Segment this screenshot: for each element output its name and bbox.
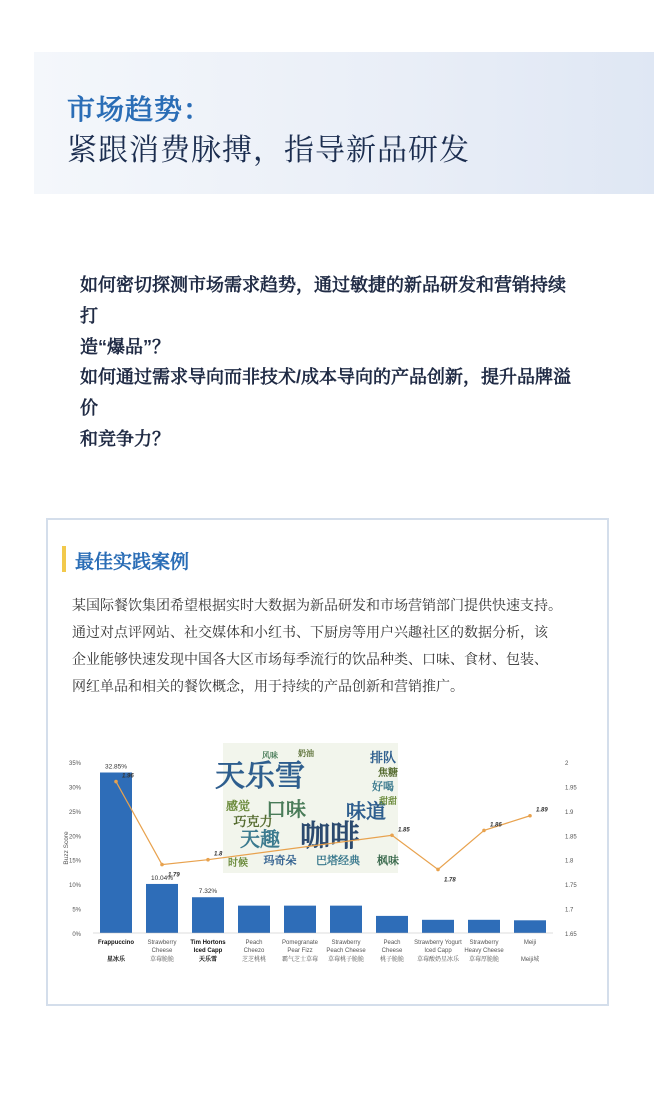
x-tick-label: Peach: [383, 940, 401, 946]
line-value-label: 1.8: [214, 851, 223, 858]
x-tick-label-zh: 桃子脆脆: [379, 957, 405, 963]
question-1-line2: 造“爆品”？: [80, 337, 170, 357]
case-study-card: [46, 518, 609, 1006]
y-tick-label: 25%: [68, 809, 81, 816]
y-tick-label: 5%: [72, 907, 81, 914]
question-2-line1: 如何通过需求导向而非技术/成本导向的产品创新，提升品牌溢价: [80, 367, 571, 418]
y2-tick-label: 1.9: [565, 809, 574, 816]
line-value-label: 1.89: [536, 807, 548, 814]
chart-bar: [284, 906, 316, 933]
question-2: [80, 362, 580, 455]
wordcloud-word: 感觉: [225, 799, 251, 813]
x-tick-label: Strawberry Yogurt: [414, 940, 462, 946]
x-tick-label: Cheezo: [243, 948, 265, 954]
line-point: [206, 858, 210, 862]
wordcloud-word: 风味: [262, 751, 278, 760]
wordcloud-word: 时候: [228, 858, 248, 869]
x-tick-label-zh: 草莓厚脆脆: [468, 957, 500, 963]
y2-tick-label: 1.7: [565, 907, 574, 914]
x-tick-label: Iced Capp: [424, 948, 452, 954]
bar-value-label: 32.85%: [104, 763, 128, 771]
wordcloud-word: 奶油: [298, 749, 314, 758]
y2-tick-label: 1.75: [565, 883, 577, 890]
wordcloud-word: 天趣: [240, 829, 280, 851]
chart-bar: [514, 920, 546, 933]
case-body-line: 通过对点评网站、社交媒体和小红书、下厨房等用户兴趣社区的数据分析，该: [72, 624, 548, 640]
case-study-body: [72, 592, 592, 700]
y-tick-label: 0%: [72, 932, 81, 938]
buzz-score-chart: [48, 738, 607, 1018]
chart-bar: [192, 897, 224, 933]
x-tick-label: Strawberry: [331, 940, 361, 946]
x-tick-label-zh: Meiji城: [520, 957, 540, 963]
case-study-title: 最佳实践案例: [75, 552, 190, 573]
question-1: [80, 270, 580, 363]
line-value-label: 1.86: [490, 822, 502, 829]
x-tick-label: Heavy Cheese: [464, 948, 504, 954]
x-tick-label: Peach: [245, 940, 263, 946]
page-subtitle: 紧跟消费脉搏，指导新品研发: [67, 134, 470, 167]
x-tick-label: Pomegranate: [281, 940, 319, 946]
x-tick-label: Meiji: [523, 940, 537, 946]
x-tick-label-zh: 芝芝桃桃: [241, 957, 267, 963]
wordcloud-word: 枫味: [377, 855, 399, 867]
wordcloud-word: 咖啡: [300, 820, 360, 853]
x-tick-label: Pear Fizz: [287, 948, 313, 954]
case-body-line: 网红单品和相关的餐饮概念，用于持续的产品创新和营销推广。: [72, 678, 464, 694]
header-banner: [34, 52, 654, 194]
chart-bar: [100, 773, 132, 933]
wordcloud-word: 焦糖: [378, 768, 398, 779]
wordcloud-word: 甜甜: [378, 796, 398, 806]
x-tick-label: Tim Hortons: [190, 940, 226, 946]
wordcloud-word: 味道: [346, 801, 386, 823]
y2-tick-label: 1.8: [565, 858, 574, 865]
x-tick-label-zh: 草莓桃子脆脆: [327, 957, 365, 963]
y2-tick-label: 1.85: [565, 834, 577, 841]
y2-tick-label: 2: [565, 761, 569, 767]
line-value-label: 1.78: [444, 877, 456, 884]
x-tick-label: Strawberry: [469, 940, 499, 946]
line-point: [114, 780, 118, 784]
y-tick-label: 20%: [68, 834, 81, 841]
line-point: [390, 833, 394, 837]
wordcloud-word: 好喝: [372, 781, 394, 793]
x-tick-label-zh: 霸气芝士草莓: [281, 957, 319, 963]
chart-bar: [376, 916, 408, 933]
x-tick-label-zh: 草莓脆脆: [149, 957, 175, 963]
x-tick-label-zh: 草莓酸奶星冰乐: [416, 957, 460, 963]
y-tick-label: 15%: [68, 858, 81, 865]
line-point: [160, 863, 164, 867]
x-tick-label: Strawberry: [147, 940, 177, 946]
wordcloud-word: 巧克力: [233, 814, 273, 829]
x-tick-label-zh: 星冰乐: [106, 957, 126, 963]
y2-tick-label: 1.65: [565, 932, 577, 938]
wordcloud-word: 玛奇朵: [263, 855, 297, 867]
chart-bar: [146, 884, 178, 933]
question-2-line2: 和竞争力？: [80, 429, 170, 449]
bar-value-label: 7.32%: [198, 888, 218, 896]
x-tick-label: Peach Cheese: [326, 948, 366, 954]
x-tick-label: Cheese: [151, 948, 173, 954]
x-tick-label: Frappuccino: [97, 940, 135, 946]
accent-bar: [62, 546, 66, 572]
chart-bar: [468, 920, 500, 933]
line-value-label: 1.79: [168, 872, 180, 879]
case-body-line: 企业能够快速发现中国各大区市场每季流行的饮品种类、口味、食材、包装、: [72, 651, 548, 667]
line-value-label: 1.85: [398, 827, 410, 834]
line-value-label: 1.96: [122, 773, 134, 780]
chart-bar: [422, 920, 454, 933]
wordcloud-word: 排队: [369, 750, 397, 765]
bar-value-label: 10.04%: [150, 874, 174, 882]
y-axis-label: Buzz Score: [63, 831, 70, 865]
wordcloud-word: 口味: [266, 799, 306, 821]
wordcloud-word: 天乐雪: [215, 760, 305, 793]
chart-bar: [330, 906, 362, 933]
chart-bar: [238, 906, 270, 933]
line-point: [528, 814, 532, 818]
y-tick-label: 30%: [68, 785, 81, 792]
y-tick-label: 10%: [68, 883, 81, 890]
case-body-line: 某国际餐饮集团希望根据实时大数据为新品研发和市场营销部门提供快速支持。: [72, 597, 562, 613]
y-tick-label: 35%: [68, 761, 81, 767]
question-1-line1: 如何密切探测市场需求趋势，通过敏捷的新品研发和营销持续打: [80, 275, 566, 326]
wordcloud-word: 巴塔经典: [316, 855, 360, 867]
line-point: [436, 868, 440, 872]
x-tick-label: Cheese: [381, 948, 403, 954]
page-title: 市场趋势：: [67, 94, 213, 125]
y2-tick-label: 1.95: [565, 785, 577, 792]
line-point: [482, 829, 486, 833]
x-tick-label: Iced Capp: [193, 948, 223, 954]
x-tick-label-zh: 天乐雪: [198, 957, 218, 963]
